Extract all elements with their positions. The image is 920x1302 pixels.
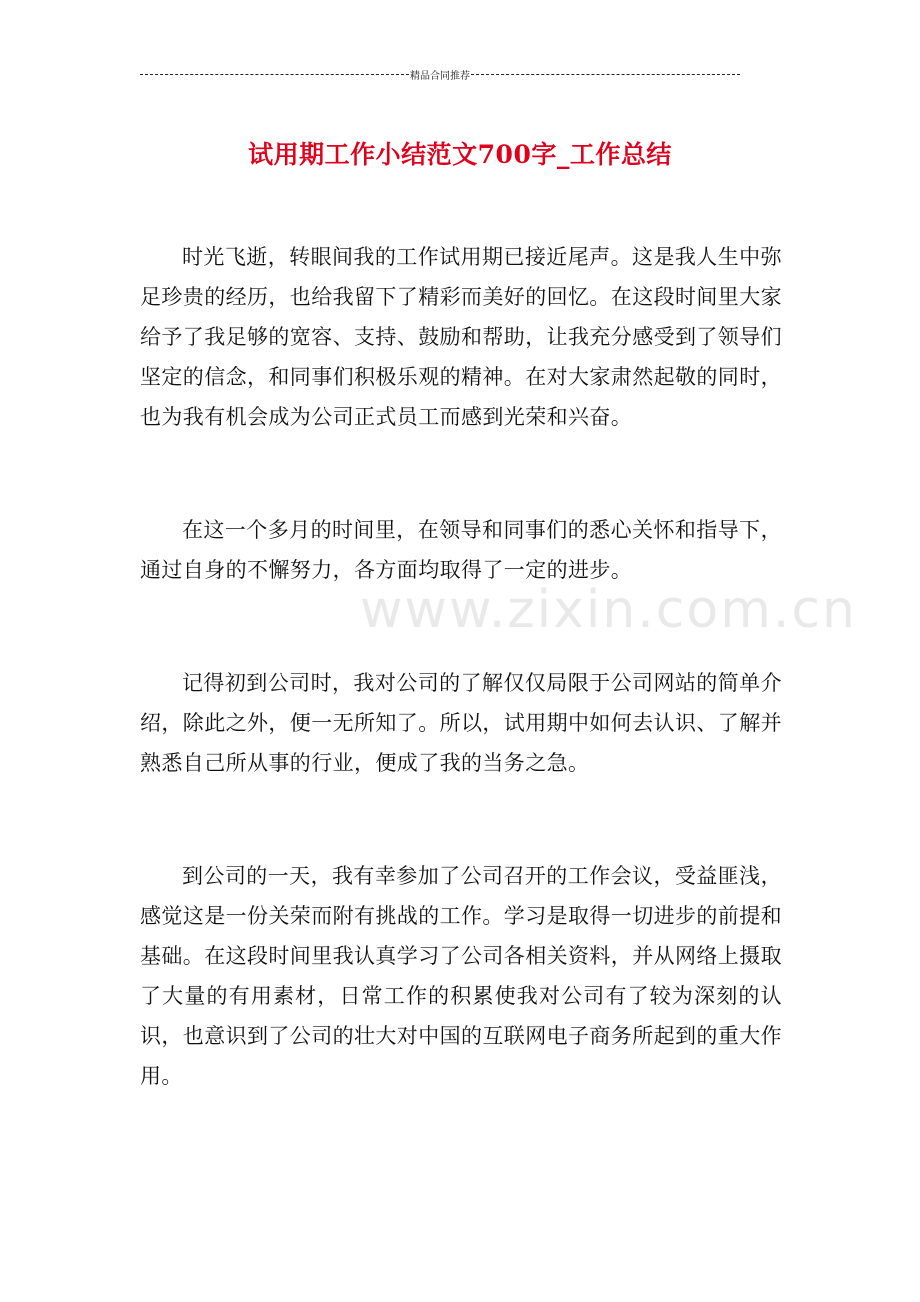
paragraph-1: 时光飞逝，转眼间我的工作试用期已接近尾声。这是我人生中弥足珍贵的经历，也给我留下了精彩而美好的回忆。在这段时间里大家给予了我足够的宽容、支持、鼓励和帮助，让我充分感受到了领导们坚定的信念，和同事们积极乐观的精神。在对大家肃然起敬的同时，也为我有机会成为公司正式员工而感到光荣和兴奋。 <box>140 245 782 429</box>
header-dash-left <box>140 74 409 75</box>
paragraph-3: 记得初到公司时，我对公司的了解仅仅局限于公司网站的简单介绍，除此之外，便一无所知了。所以，试用期中如何去认识、了解并熟悉自己所从事的行业，便成了我的当务之急。 <box>140 671 782 775</box>
paragraph-4: 到公司的一天，我有幸参加了公司召开的工作会议，受益匪浅，感觉这是一份关荣而附有挑战的工作。学习是取得一切进步的前提和基础。在这段时间里我认真学习了公司各相关资料，并从网络上摄取了大量的有用素材，日常工作的积累使我对公司有了较为深刻的认识，也意识到了公司的壮大对中国的互联网电子商务所起到的重大作用。 <box>140 864 782 1088</box>
paragraph-2: 在这一个多月的时间里，在领导和同事们的悉心关怀和指导下，通过自身的不懈努力，各方面均取得了一定的进步。 <box>140 518 782 582</box>
document-title: 试用期工作小结范文700字_工作总结 <box>248 139 672 169</box>
header-dash-right <box>471 74 740 75</box>
document-body <box>140 237 782 1169</box>
watermark: www.zixin.com.cn <box>360 580 857 640</box>
header-label: 精品合同推荐 <box>410 70 470 82</box>
page-header-rule <box>140 66 740 82</box>
